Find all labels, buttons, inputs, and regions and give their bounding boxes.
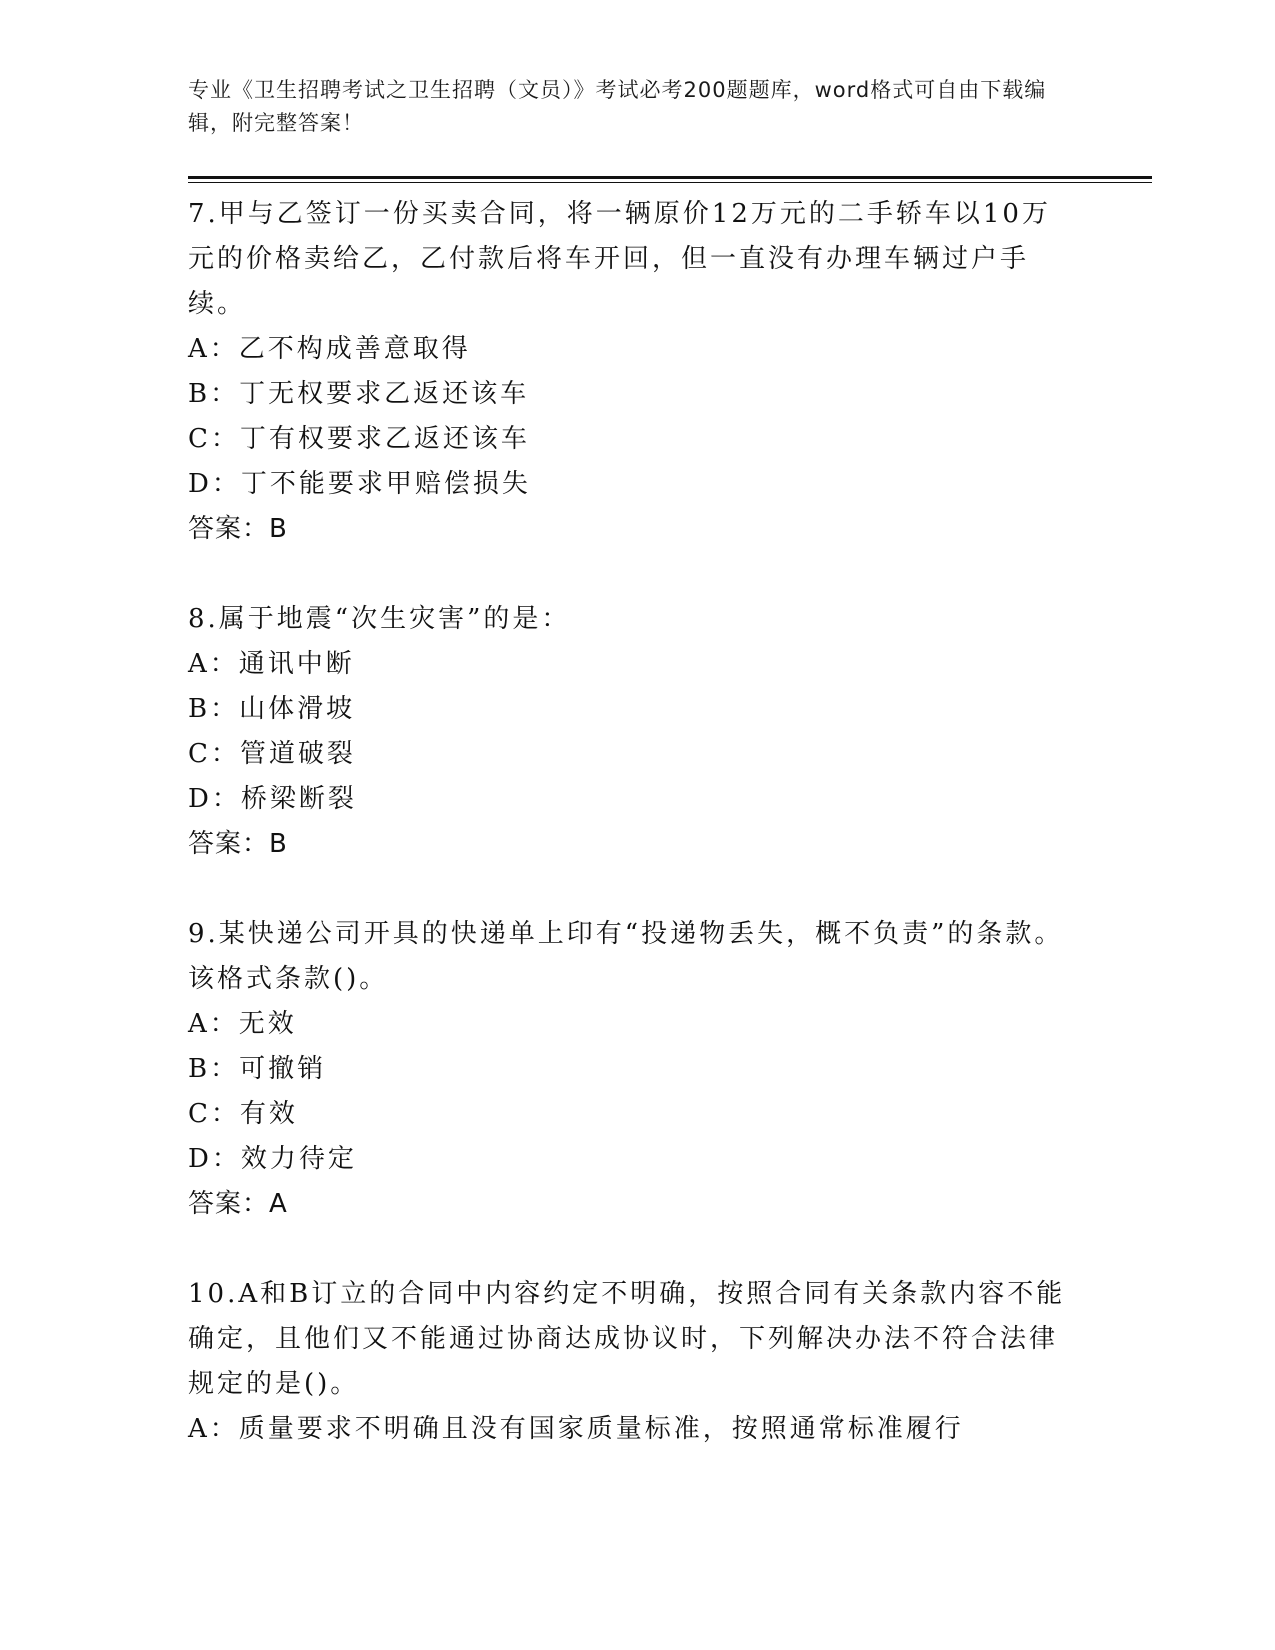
option-c: C：丁有权要求乙返还该车 bbox=[188, 424, 530, 454]
spacer bbox=[188, 867, 1068, 912]
option-b: B：山体滑坡 bbox=[188, 694, 356, 724]
option-d: D：桥梁断裂 bbox=[188, 784, 357, 814]
option-d: D：丁不能要求甲赔偿损失 bbox=[188, 469, 531, 499]
header-rule-thick bbox=[188, 176, 1152, 179]
question-stem: 10.A和B订立的合同中内容约定不明确，按照合同有关条款内容不能确定，且他们又不能通过协商达成协议时，下列解决办法不符合法律规定的是()。 bbox=[188, 1279, 1066, 1399]
answer-line: 答案：B bbox=[188, 514, 288, 544]
question-9 bbox=[188, 912, 1068, 1227]
question-7 bbox=[188, 192, 1068, 552]
option-c: C：有效 bbox=[188, 1099, 298, 1129]
option-b: B：丁无权要求乙返还该车 bbox=[188, 379, 530, 409]
option-a: A：通讯中断 bbox=[188, 649, 355, 679]
header-rule-thin bbox=[188, 182, 1152, 183]
answer-line: 答案：B bbox=[188, 829, 288, 859]
option-b: B：可撤销 bbox=[188, 1054, 327, 1084]
question-8 bbox=[188, 597, 1068, 867]
question-stem: 8.属于地震“次生灾害”的是： bbox=[188, 604, 571, 634]
option-a: A：乙不构成善意取得 bbox=[188, 334, 471, 364]
option-a: A：无效 bbox=[188, 1009, 297, 1039]
option-d: D：效力待定 bbox=[188, 1144, 357, 1174]
answer-line: 答案：A bbox=[188, 1189, 288, 1219]
question-list bbox=[188, 192, 1068, 1452]
option-c: C：管道破裂 bbox=[188, 739, 356, 769]
question-stem: 9.某快递公司开具的快递单上印有“投递物丢失，概不负责”的条款。该格式条款()。 bbox=[188, 919, 1064, 994]
spacer bbox=[188, 1227, 1068, 1272]
question-10 bbox=[188, 1272, 1068, 1452]
option-a: A：质量要求不明确且没有国家质量标准，按照通常标准履行 bbox=[188, 1414, 964, 1444]
question-stem: 7.甲与乙签订一份买卖合同，将一辆原价12万元的二手轿车以10万元的价格卖给乙，乙付款后将车开回，但一直没有办理车辆过户手续。 bbox=[188, 199, 1051, 319]
spacer bbox=[188, 552, 1068, 597]
document-header: 专业《卫生招聘考试之卫生招聘（文员）》考试必考200题题库，word格式可自由下载编辑，附完整答案！ bbox=[188, 78, 1047, 135]
